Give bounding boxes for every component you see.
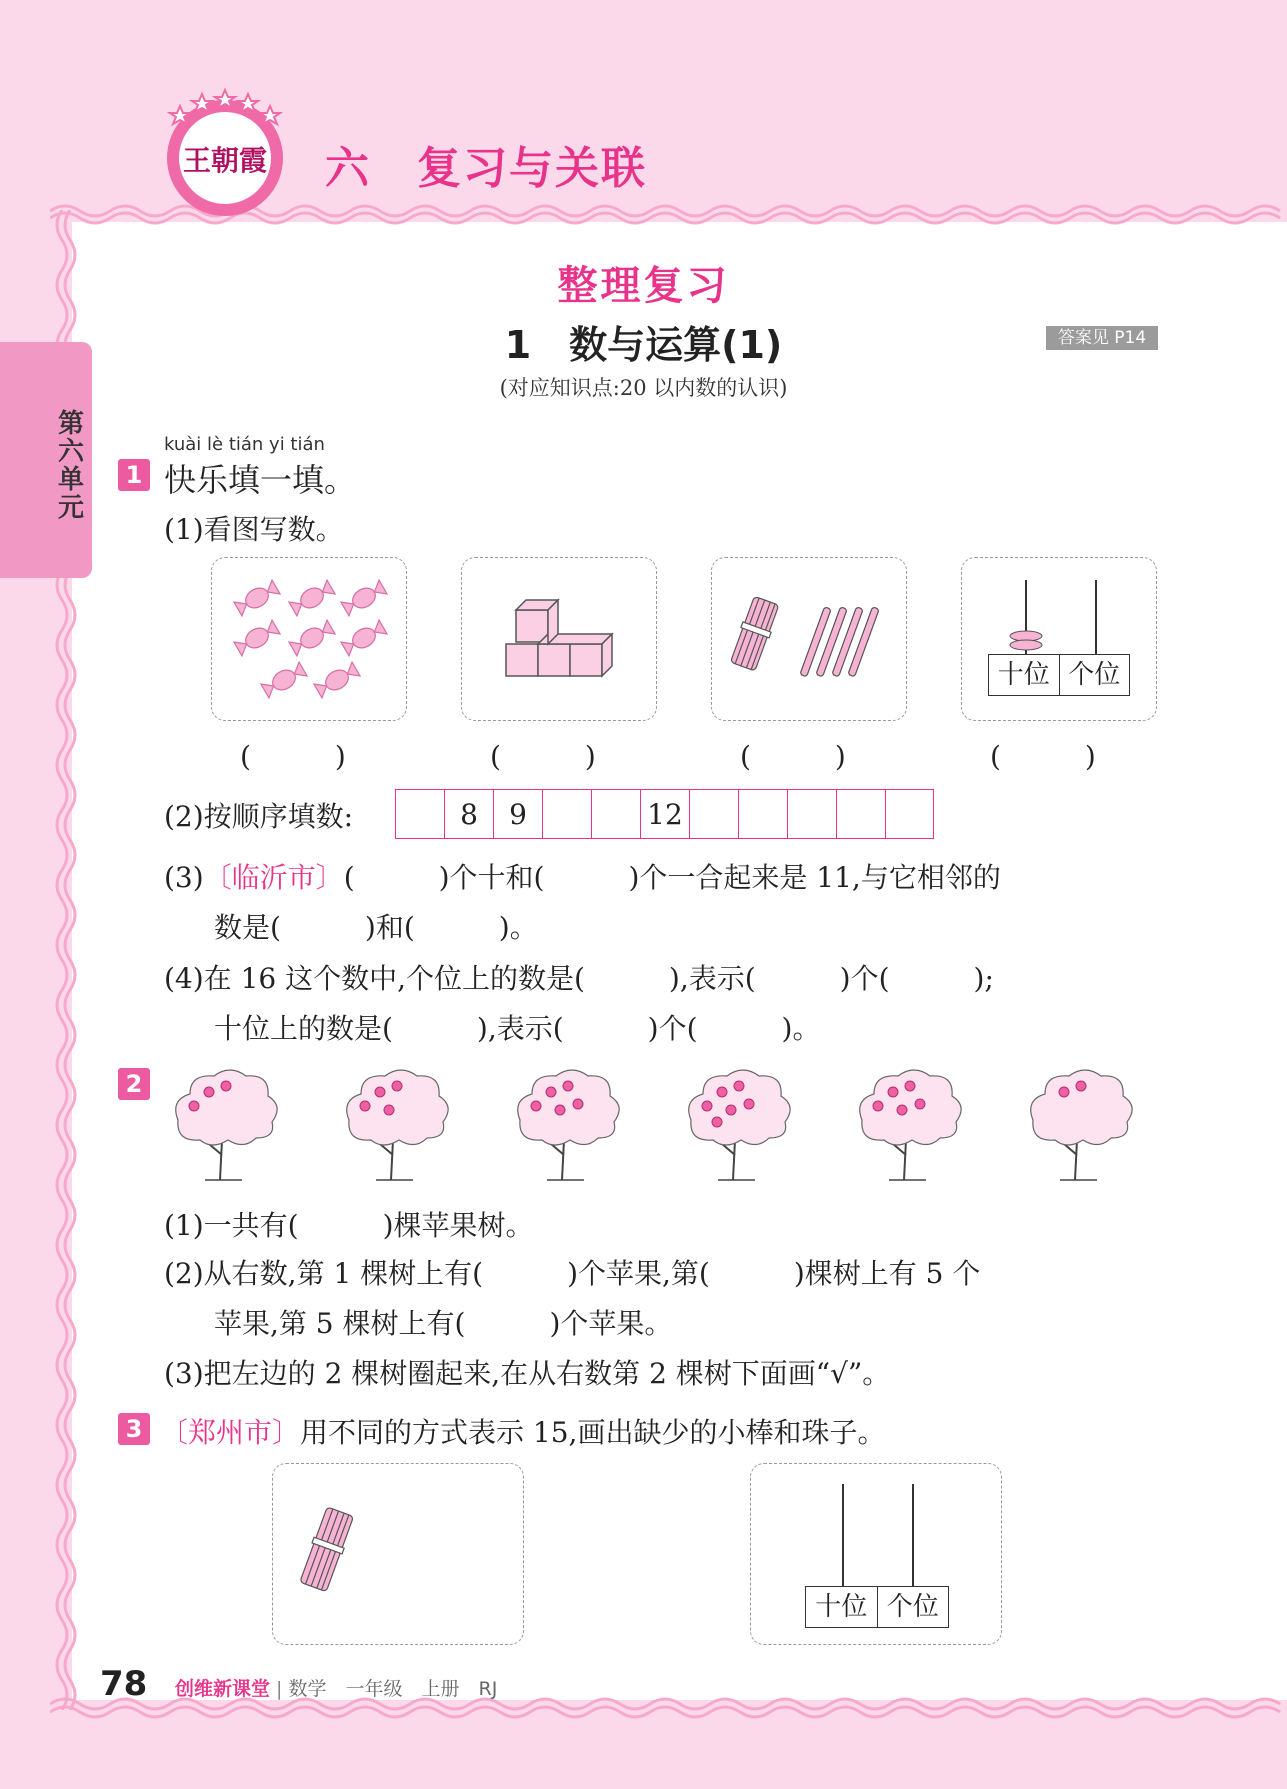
q1-title: 快乐填一填。 [164, 461, 357, 499]
q3-abacus-label [805, 1586, 949, 1628]
apple-icon [221, 1081, 231, 1091]
apple-tree-icon [844, 1060, 974, 1190]
apple-icon [1059, 1087, 1069, 1097]
unit-title: 复习与关联 [417, 143, 647, 194]
apple-tree-icon [160, 1060, 290, 1190]
apple-icon [873, 1101, 883, 1111]
sequence-cell[interactable] [836, 789, 885, 839]
apple-icon [726, 1105, 736, 1115]
sequence-cell[interactable] [542, 789, 591, 839]
cube-icons [462, 558, 656, 720]
answer-reference: 答案见 P14 [1046, 326, 1158, 350]
apple-icon [712, 1117, 722, 1127]
sequence-cell: 8 [444, 789, 493, 839]
apple-icon [360, 1101, 370, 1111]
side-tab-label: 第六单元 [57, 409, 84, 523]
sequence-cell[interactable] [689, 789, 738, 839]
footer-info [175, 1674, 497, 1701]
q1-part3-line1 [164, 856, 1001, 896]
page-number: 78 [100, 1664, 148, 1704]
q1-part3-prefix: (3) [164, 861, 204, 894]
apple-icon [563, 1081, 573, 1091]
q2-part2-line2: 苹果,第 5 棵树上有( )个苹果。 [214, 1307, 673, 1340]
apple-icon [555, 1105, 565, 1115]
q3-sticks-box[interactable] [272, 1463, 524, 1645]
q1-part3-line2: 数是( )和( )。 [214, 911, 538, 944]
picture-sticks [711, 557, 907, 721]
q3-abacus-tens-label: 十位 [815, 1592, 868, 1622]
apple-icon [702, 1101, 712, 1111]
q1-part4-line2: 十位上的数是( ),表示( )个( )。 [214, 1012, 821, 1045]
apple-icon [531, 1101, 541, 1111]
picture-candies [211, 557, 407, 721]
sequence-cell[interactable] [885, 789, 934, 839]
q3-abacus-ones-label: 个位 [877, 1587, 949, 1627]
apple-trees [160, 1060, 1160, 1190]
picture-cubes [461, 557, 657, 721]
abacus-label [988, 654, 1130, 696]
q1-part1: (1)看图写数。 [164, 513, 344, 546]
apple-icon [375, 1087, 385, 1097]
answer-paren-4[interactable]: ( ) [990, 740, 1096, 773]
answer-paren-2[interactable]: ( ) [490, 740, 596, 773]
apple-tree-icon [502, 1060, 632, 1190]
apple-icon [888, 1087, 898, 1097]
unit-number: 六 [325, 143, 369, 194]
apple-icon [573, 1099, 583, 1109]
q3-text-line [160, 1411, 885, 1451]
sequence-cell[interactable] [591, 789, 640, 839]
sequence-cell[interactable] [787, 789, 836, 839]
knowledge-point: (对应知识点:20 以内数的认识) [499, 376, 788, 400]
q2-part3: (3)把左边的 2 棵树圈起来,在从右数第 2 棵树下面画“√”。 [164, 1357, 891, 1390]
q2-part1: (1)一共有( )棵苹果树。 [164, 1209, 534, 1242]
apple-icon [905, 1081, 915, 1091]
footer-book-info: 数学 一年级 上册 RJ [288, 1678, 498, 1700]
footer-series: 创维新课堂 [175, 1678, 271, 1700]
sequence-cell: 9 [493, 789, 542, 839]
q1-part4-line1: (4)在 16 这个数中,个位上的数是( ),表示( )个( ); [164, 962, 994, 995]
footer-divider: | [270, 1678, 289, 1700]
apple-icon [717, 1087, 727, 1097]
apple-icon [392, 1081, 402, 1091]
q3-region: 〔郑州市〕 [160, 1416, 301, 1449]
q1-part3-region: 〔临沂市〕 [203, 861, 344, 894]
sequence-cell[interactable] [395, 789, 444, 839]
apple-icon [915, 1099, 925, 1109]
apple-tree-icon [331, 1060, 461, 1190]
apple-icon [204, 1087, 214, 1097]
q3-abacus-box[interactable] [750, 1463, 1002, 1645]
apple-tree-icon [673, 1060, 803, 1190]
lesson-title: 1 数与运算(1) [504, 323, 783, 367]
sequence-cell[interactable] [738, 789, 787, 839]
apple-icon [897, 1105, 907, 1115]
sequence-cell: 12 [640, 789, 689, 839]
apple-icon [384, 1105, 394, 1115]
apple-icon [744, 1099, 754, 1109]
q2-part2-line1: (2)从右数,第 1 棵树上有( )个苹果,第( )棵树上有 5 个 [164, 1257, 981, 1290]
abacus-ones-label: 个位 [1059, 655, 1130, 695]
section-title: 整理复习 [557, 263, 730, 309]
apple-icon [546, 1087, 556, 1097]
abacus-tens-label: 十位 [997, 660, 1050, 690]
q2-number: 2 [118, 1068, 150, 1100]
logo-text: 王朝霞 [182, 144, 268, 177]
q1-number: 1 [118, 459, 150, 491]
sequence-boxes [395, 789, 934, 839]
picture-abacus [961, 557, 1157, 721]
q1-part3-text: ( )个十和( )个一合起来是 11,与它相邻的 [343, 861, 1001, 894]
q3-number: 3 [118, 1413, 150, 1445]
q1-pinyin: kuài lè tián yi tián [164, 434, 325, 455]
q3-stick-bundle-icon [273, 1464, 523, 1644]
answer-paren-1[interactable]: ( ) [240, 740, 346, 773]
stick-bundle-icon [712, 558, 906, 720]
apple-tree-icon [1015, 1060, 1145, 1190]
q1-part2-label: (2)按顺序填数: [164, 800, 354, 833]
answer-paren-3[interactable]: ( ) [740, 740, 846, 773]
apple-icon [1076, 1081, 1086, 1091]
apple-icon [734, 1081, 744, 1091]
candy-icons [212, 558, 406, 720]
q3-text: 用不同的方式表示 15,画出缺少的小棒和珠子。 [300, 1416, 886, 1449]
apple-icon [189, 1101, 199, 1111]
brand-logo [160, 88, 290, 218]
